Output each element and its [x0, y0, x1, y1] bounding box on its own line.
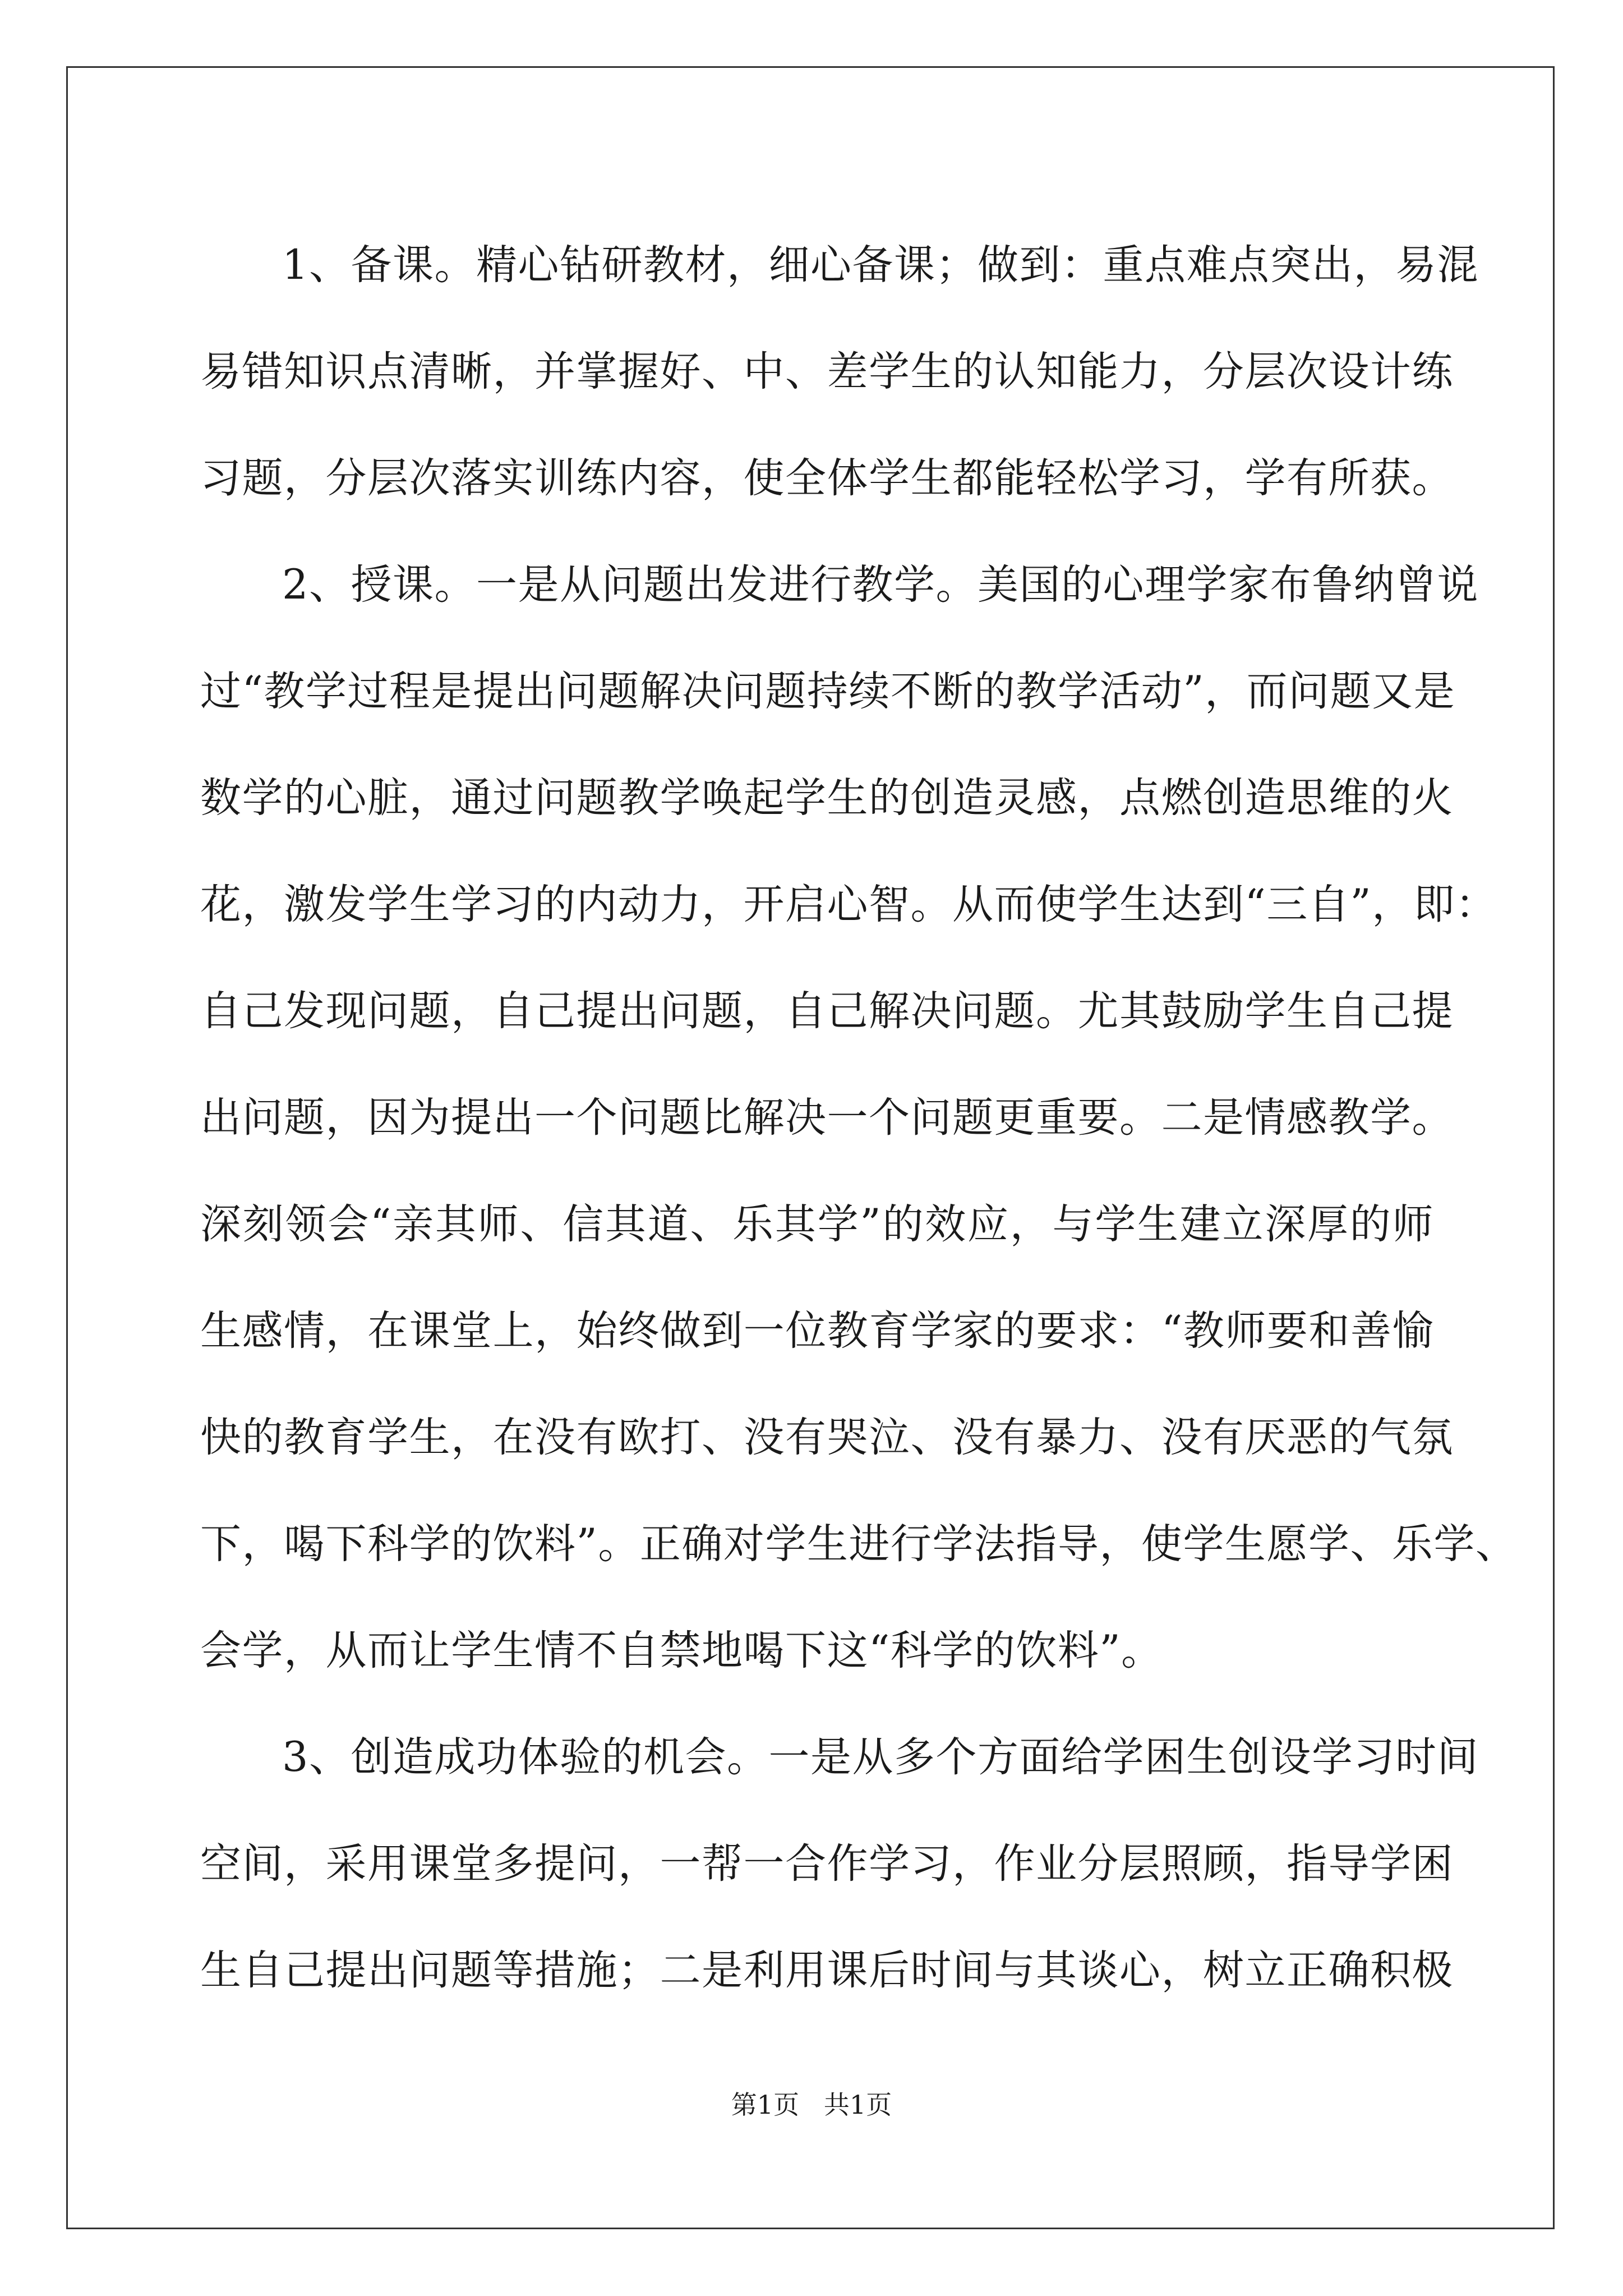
text-line: 过“教学过程是提出问题解决问题持续不断的教学活动”，而问题又是: [200, 668, 1456, 715]
text-line: 易错知识点清晰，并掌握好、中、差学生的认知能力，分层次设计练: [200, 348, 1454, 395]
text-line: 数学的心脏，通过问题教学唤起学生的创造灵感，点燃创造思维的火: [200, 774, 1454, 822]
text-line: 自己发现问题，自己提出问题，自己解决问题。尤其鼓励学生自己提: [200, 987, 1454, 1035]
paragraph-success-experience: [200, 1704, 1479, 2024]
text-line: 习题，分层次落实训练内容，使全体学生都能轻松学习，学有所获。: [200, 454, 1454, 502]
document-body: [200, 212, 1518, 2024]
paragraph-teaching: [200, 532, 1518, 1704]
text-line: 会学，从而让学生情不自禁地喝下这“科学的饮料”。: [200, 1627, 1163, 1674]
text-line: 花，激发学生学习的内动力，开启心智。从而使学生达到“三自”，即：: [200, 881, 1497, 928]
text-line: 1、备课。精心钻研教材，细心备课；做到：重点难点突出，易混: [282, 241, 1479, 289]
paragraph-lesson-prep: [200, 212, 1479, 532]
text-line: 3、创造成功体验的机会。一是从多个方面给学困生创设学习时间: [282, 1733, 1479, 1781]
text-line: 生自己提出问题等措施；二是利用课后时间与其谈心，树立正确积极: [200, 1947, 1454, 1994]
text-line: 深刻领会“亲其师、信其道、乐其学”的效应，与学生建立深厚的师: [200, 1200, 1434, 1248]
text-line: 生感情，在课堂上，始终做到一位教育学家的要求：“教师要和善愉: [200, 1307, 1434, 1355]
text-line: 下，喝下科学的饮料”。正确对学生进行学法指导，使学生愿学、乐学、: [200, 1520, 1518, 1568]
page-number-footer: 第1页 共1页: [731, 2090, 892, 2120]
text-line: 快的教育学生，在没有欧打、没有哭泣、没有暴力、没有厌恶的气氛: [200, 1414, 1454, 1461]
text-line: 空间，采用课堂多提问，一帮一合作学习，作业分层照顾，指导学困: [200, 1840, 1454, 1888]
text-line: 2、授课。一是从问题出发进行教学。美国的心理学家布鲁纳曾说: [282, 561, 1479, 609]
text-line: 出问题，因为提出一个问题比解决一个问题更重要。二是情感教学。: [200, 1094, 1454, 1142]
